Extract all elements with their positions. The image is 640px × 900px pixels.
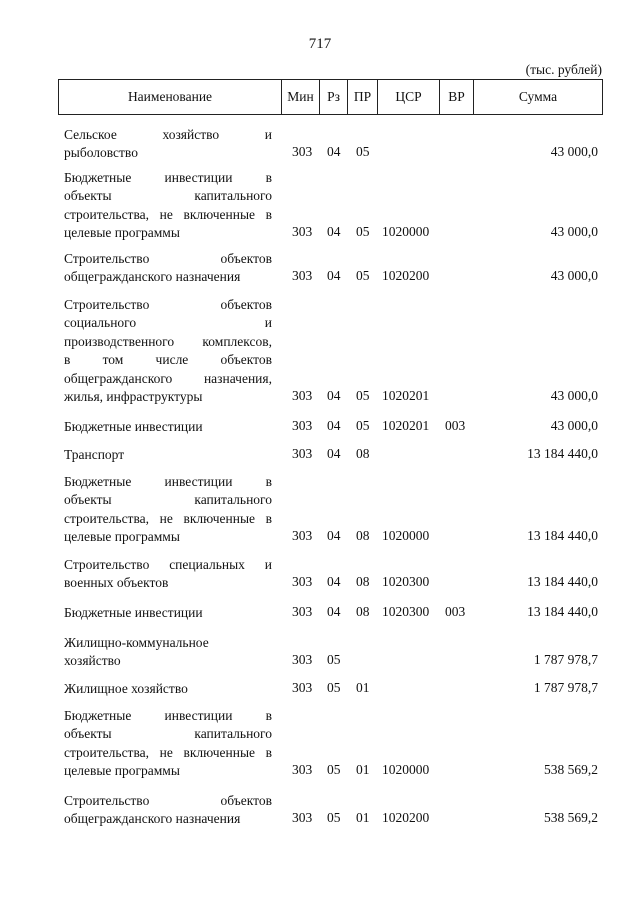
header-sum: Сумма <box>518 89 558 104</box>
cell-pr: 08 <box>356 527 370 543</box>
row-name <box>64 126 272 163</box>
row-name <box>64 792 272 829</box>
cell-csr: 1020201 <box>382 418 430 433</box>
cell-rz: 04 <box>327 446 341 461</box>
row-name <box>64 473 272 547</box>
row-name <box>64 169 272 243</box>
cell-csr: 1020000 <box>382 223 430 239</box>
cell-csr: 1020200 <box>382 267 430 283</box>
cell-pr: 01 <box>356 680 370 695</box>
row-name-line: Строительство объектов <box>64 792 272 808</box>
cell-sum: 43 000,0 <box>550 388 598 403</box>
cell-min: 303 <box>292 761 313 777</box>
cell-csr: 1020300 <box>382 573 430 589</box>
cell-rz: 05 <box>327 651 341 667</box>
row-name <box>64 418 272 436</box>
row-name-line: Бюджетные инвестиции в <box>64 707 272 723</box>
cell-pr: 08 <box>356 446 370 461</box>
cell-min: 303 <box>292 651 313 667</box>
row-name-line: целевые программы <box>64 763 180 779</box>
cell-csr: 1020000 <box>382 527 430 543</box>
row-name-line: рыболовство <box>64 145 138 160</box>
cell-sum: 13 184 440,0 <box>527 527 598 543</box>
cell-rz: 04 <box>327 223 341 239</box>
row-name-line: Бюджетные инвестиции в <box>64 169 272 185</box>
cell-min: 303 <box>292 388 313 403</box>
row-name <box>64 446 272 464</box>
cell-sum: 43 000,0 <box>550 418 598 433</box>
header-min: Мин <box>282 80 320 114</box>
row-name <box>64 250 272 287</box>
row-name-line: социального и <box>64 315 272 331</box>
cell-sum: 538 569,2 <box>544 761 598 777</box>
row-name-line: Строительство специальных и <box>64 556 272 572</box>
cell-pr: 08 <box>356 604 370 619</box>
header-vr: ВР <box>440 80 474 114</box>
row-name-line: Сельское хозяйство и <box>64 126 272 142</box>
cell-csr: 1020300 <box>382 604 430 619</box>
row-name-line: общегражданского назначения, <box>64 370 272 386</box>
row-name-line: Жилищное хозяйство <box>64 681 188 696</box>
header-csr: ЦСР <box>378 80 440 114</box>
row-name-line: целевые программы <box>64 529 180 545</box>
cell-sum: 538 569,2 <box>544 809 598 825</box>
cell-min: 303 <box>292 527 313 543</box>
cell-rz: 05 <box>327 680 341 695</box>
cell-sum: 43 000,0 <box>550 267 598 283</box>
cell-rz: 05 <box>327 809 341 825</box>
cell-vr: 003 <box>445 604 466 619</box>
row-name-line: жилья, инфраструктуры <box>64 389 203 405</box>
cell-sum: 13 184 440,0 <box>527 446 598 461</box>
cell-pr: 05 <box>356 143 370 159</box>
cell-sum: 43 000,0 <box>550 143 598 159</box>
cell-rz: 04 <box>327 527 341 543</box>
row-name-line: военных объектов <box>64 575 169 590</box>
row-name <box>64 296 272 406</box>
cell-pr: 05 <box>356 418 370 433</box>
row-name <box>64 680 272 698</box>
row-name-line: Жилищно-коммунальное <box>64 634 209 650</box>
cell-min: 303 <box>292 143 313 159</box>
cell-rz: 04 <box>327 418 341 433</box>
cell-sum: 43 000,0 <box>550 223 598 239</box>
row-name-line: общегражданского назначения <box>64 811 241 826</box>
row-name-line: производственного комплексов, <box>64 333 272 349</box>
units-note: (тыс. рублей) <box>525 62 602 77</box>
row-name-line: объекты капитального <box>64 492 272 508</box>
row-name-line: в том числе объектов <box>64 352 272 368</box>
row-name-line: Строительство объектов <box>64 297 272 312</box>
cell-pr: 05 <box>356 267 370 283</box>
cell-pr: 05 <box>356 388 370 403</box>
cell-sum: 13 184 440,0 <box>527 604 598 619</box>
cell-pr: 05 <box>356 223 370 239</box>
cell-rz: 04 <box>327 573 341 589</box>
cell-rz: 05 <box>327 761 341 777</box>
row-name-line: строительства, не включенные в <box>64 206 272 222</box>
cell-min: 303 <box>292 223 313 239</box>
row-name <box>64 707 272 781</box>
cell-rz: 04 <box>327 143 341 159</box>
row-name-line: Бюджетные инвестиции <box>64 419 203 434</box>
cell-min: 303 <box>292 573 313 589</box>
cell-min: 303 <box>292 680 313 695</box>
cell-rz: 04 <box>327 388 341 403</box>
cell-pr: 08 <box>356 573 370 589</box>
cell-pr: 01 <box>356 761 370 777</box>
row-name-line: объекты капитального <box>64 726 272 742</box>
cell-csr: 1020000 <box>382 761 430 777</box>
header-rz: Рз <box>320 80 348 114</box>
row-name <box>64 634 272 671</box>
cell-pr: 01 <box>356 809 370 825</box>
cell-csr: 1020201 <box>382 388 430 403</box>
cell-sum: 1 787 978,7 <box>533 651 598 667</box>
cell-csr: 1020200 <box>382 809 430 825</box>
cell-min: 303 <box>292 604 313 619</box>
row-name-line: Строительство объектов <box>64 250 272 266</box>
header-pr: ПР <box>348 80 378 114</box>
row-name <box>64 556 272 593</box>
row-name-line: объекты капитального <box>64 188 272 204</box>
row-name-line: строительства, не включенные в <box>64 510 272 526</box>
cell-min: 303 <box>292 809 313 825</box>
row-name-line: Транспорт <box>64 447 125 462</box>
row-name-line: общегражданского назначения <box>64 269 241 284</box>
cell-min: 303 <box>292 418 313 433</box>
row-name-line: строительства, не включенные в <box>64 744 272 760</box>
header-name: Наименование <box>59 80 282 114</box>
cell-vr: 003 <box>445 418 466 433</box>
cell-min: 303 <box>292 446 313 461</box>
cell-min: 303 <box>292 267 313 283</box>
row-name-line: Бюджетные инвестиции <box>64 605 203 620</box>
cell-sum: 13 184 440,0 <box>527 573 598 589</box>
row-name-line: целевые программы <box>64 225 180 241</box>
row-name-line: хозяйство <box>64 653 121 668</box>
cell-sum: 1 787 978,7 <box>533 680 598 695</box>
cell-rz: 04 <box>327 267 341 283</box>
page-number: 717 <box>308 36 332 52</box>
row-name-line: Бюджетные инвестиции в <box>64 473 272 489</box>
cell-rz: 04 <box>327 604 341 619</box>
row-name <box>64 604 272 622</box>
